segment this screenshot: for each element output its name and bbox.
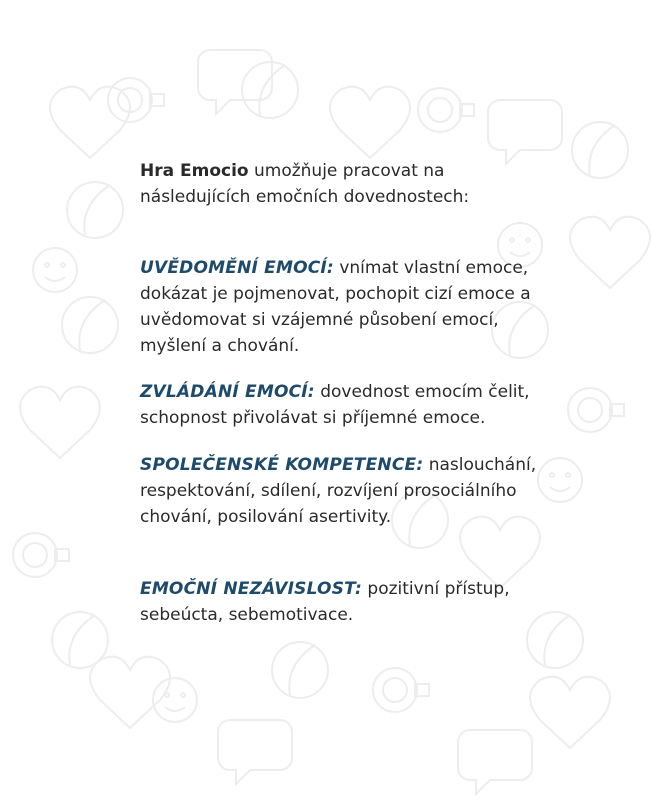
section-heading: EMOČNÍ NEZÁVISLOST: xyxy=(140,579,363,599)
section-emotion-management xyxy=(140,379,540,431)
section-heading: ZVLÁDÁNÍ EMOCÍ: xyxy=(140,382,315,402)
section-heading: UVĚDOMĚNÍ EMOCÍ: xyxy=(140,258,334,278)
section-heading: SPOLEČENSKÉ KOMPETENCE: xyxy=(140,455,424,475)
game-name: Hra Emocio xyxy=(140,161,249,181)
intro-text: umožňuje pracovat na následujících emočních dovednostech: xyxy=(140,161,470,207)
section-text: naslouchání, respektování, sdílení, rozvíjení prosociálního chování, posilování asertivity. xyxy=(140,455,537,527)
section-emotion-awareness xyxy=(140,255,540,359)
intro-paragraph xyxy=(140,158,540,210)
section-text: pozitivní přístup, sebeúcta, sebemotivace. xyxy=(140,579,510,625)
section-social-competence xyxy=(140,452,540,530)
section-text: vnímat vlastní emoce, dokázat je pojmenovat, pochopit cizí emoce a uvědomovat si vzájemné působení emocí, myšlení a chování. xyxy=(140,258,531,356)
section-emotional-independence xyxy=(140,576,540,628)
section-text: dovednost emocím čelit, schopnost přivolávat si příjemné emoce. xyxy=(140,382,530,428)
